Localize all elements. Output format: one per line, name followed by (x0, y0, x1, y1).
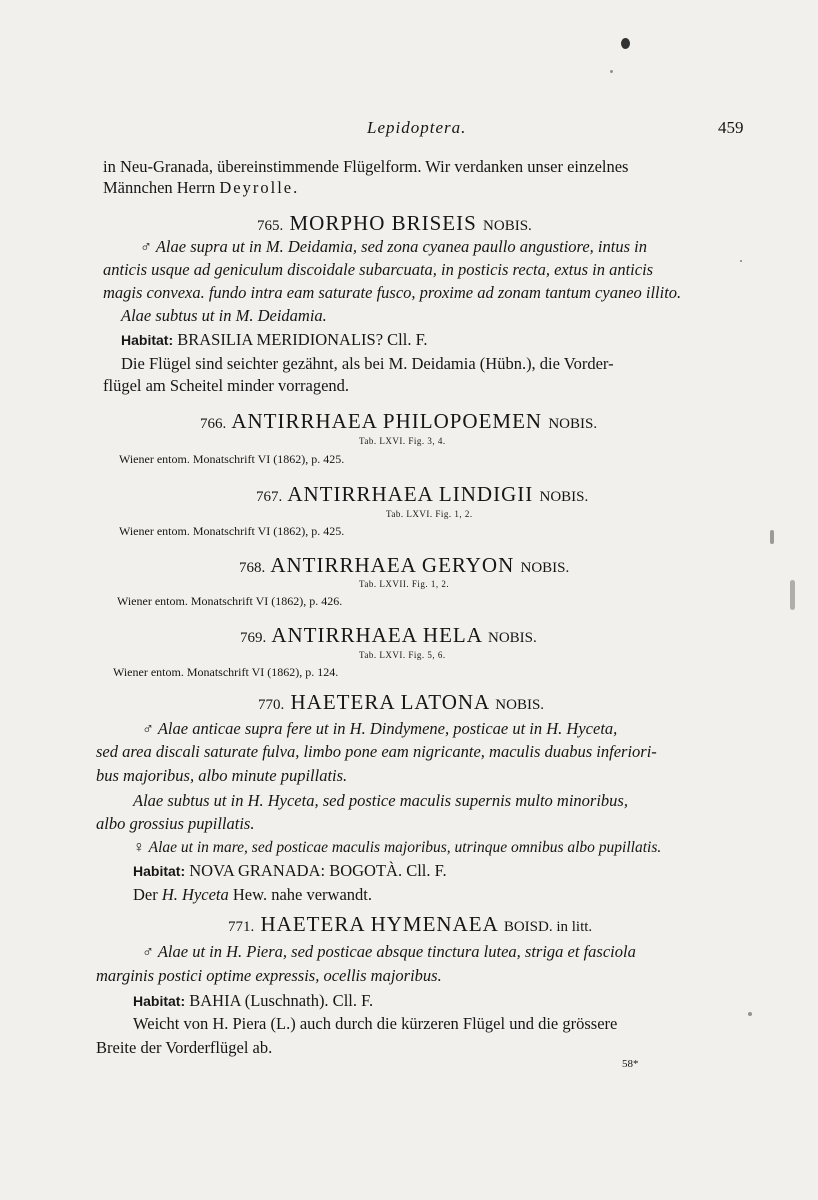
desc-text: Alae ut in H. Piera, sed posticae absque tinctura lutea, striga et fasciola (157, 942, 636, 961)
male-symbol: ♂ (140, 239, 152, 256)
desc-text: Alae ut in mare, sed posticae maculis majoribus, utrinque omnibus albo pupillatis. (148, 839, 662, 856)
ink-speck (748, 1012, 752, 1016)
entry-770-note (133, 885, 372, 905)
entry-771-desc-1 (142, 942, 636, 963)
entry-765-desc-3: magis convexa. fundo intra eam saturate fusco, proxime ad zonam tantum cyaneo illito. (103, 283, 682, 302)
entry-766-reference: Wiener entom. Monatschrift VI (1862), p. 425. (119, 452, 345, 466)
entry-770-desc-5: albo grossius pupillatis. (96, 814, 255, 833)
author: NOBIS. (539, 489, 589, 505)
entry-770-desc-2: sed area discali saturate fulva, limbo pone eam nigricante, maculis duabus inferiori- (96, 742, 657, 761)
female-symbol: ♀ (133, 839, 145, 856)
intro-line-1: in Neu-Granada, übereinstimmende Flügelform. Wir verdanken unser einzelnes (103, 157, 629, 176)
species-name: MORPHO BRISEIS (289, 211, 477, 235)
note-species: H. Hyceta (161, 885, 229, 904)
entry-769-plate: Tab. LXVI. Fig. 5, 6. (359, 650, 446, 660)
ink-speck (740, 260, 742, 262)
entry-770-female (133, 838, 661, 858)
entry-765-desc-2: anticis usque ad geniculum discoidale subarcuata, in posticis recta, extus in anticis (103, 260, 654, 279)
entry-769-reference: Wiener entom. Monatschrift VI (1862), p. 124. (113, 665, 339, 679)
desc-text: Alae anticae supra fere ut in H. Dindymene, posticae ut in H. Hyceta, (157, 719, 618, 738)
author: NOBIS. (483, 218, 532, 234)
ink-speck (790, 580, 795, 610)
entry-771-desc-2: marginis postici optime expressis, ocellis majoribus. (96, 966, 442, 985)
habitat-value: BRASILIA MERIDIONALIS? Cll. F. (177, 330, 428, 349)
entry-771-note-2: Breite der Vorderflügel ab. (96, 1038, 273, 1057)
species-name: HAETERA LATONA (290, 690, 490, 714)
entry-770-habitat (133, 861, 447, 881)
ink-speck (770, 530, 774, 544)
entry-770-desc-4: Alae subtus ut in H. Hyceta, sed postice maculis supernis multo minoribus, (133, 791, 628, 810)
entry-765-heading (257, 211, 532, 236)
habitat-label: Habitat: (133, 863, 186, 879)
ink-speck (621, 38, 630, 49)
intro-line-2 (103, 178, 299, 198)
species-name: ANTIRRHAEA GERYON (270, 553, 515, 577)
entry-number: 771. (228, 919, 255, 935)
ink-speck (610, 70, 613, 73)
male-symbol: ♂ (142, 721, 154, 738)
author: NOBIS. (548, 416, 598, 432)
entry-770-desc-3: bus majoribus, albo minute pupillatis. (96, 766, 348, 785)
habitat-label: Habitat: (121, 332, 174, 348)
page-number: 459 (718, 118, 744, 137)
entry-770-heading (258, 690, 544, 715)
species-name: ANTIRRHAEA HELA (271, 623, 482, 647)
author: BOISD. in litt. (503, 919, 593, 935)
entry-number: 769. (240, 630, 267, 646)
entry-765-habitat (121, 330, 428, 350)
entry-767-reference: Wiener entom. Monatschrift VI (1862), p. 425. (119, 524, 345, 538)
entry-767-heading (256, 482, 588, 507)
running-title: Lepidoptera. (367, 118, 467, 137)
intro-line-2-a: Männchen Herrn (103, 178, 220, 197)
note-text: Der (133, 885, 162, 904)
entry-771-note-1: Weicht von H. Piera (L.) auch durch die kürzeren Flügel und die grössere (133, 1014, 618, 1033)
note-text: Hew. nahe verwandt. (228, 885, 372, 904)
species-name: HAETERA HYMENAEA (260, 912, 498, 936)
entry-768-reference: Wiener entom. Monatschrift VI (1862), p. 426. (117, 594, 343, 608)
entry-number: 768. (239, 560, 266, 576)
male-symbol: ♂ (142, 944, 154, 961)
entry-765-desc-4: Alae subtus ut in M. Deidamia. (121, 306, 327, 325)
entry-769-heading (240, 623, 537, 648)
entry-number: 767. (256, 489, 283, 505)
intro-line-2-b: Deyrolle. (219, 178, 300, 197)
author: NOBIS. (520, 560, 570, 576)
entry-765-note-1: Die Flügel sind seichter gezähnt, als bei M. Deidamia (Hübn.), die Vorder- (121, 354, 614, 373)
author: NOBIS. (495, 697, 545, 713)
entry-766-heading (200, 409, 597, 434)
habitat-value: NOVA GRANADA: BOGOTÀ. Cll. F. (189, 861, 447, 880)
author: NOBIS. (488, 630, 537, 646)
entry-771-heading (228, 912, 592, 937)
printer-signature: 58* (622, 1058, 639, 1070)
entry-765-note-2: flügel am Scheitel minder vorragend. (103, 376, 350, 395)
entry-771-habitat (133, 991, 373, 1011)
entry-766-plate: Tab. LXVI. Fig. 3, 4. (359, 436, 446, 446)
entry-768-heading (239, 553, 569, 578)
habitat-label: Habitat: (133, 993, 186, 1009)
species-name: ANTIRRHAEA LINDIGII (287, 482, 534, 506)
entry-number: 765. (257, 218, 284, 234)
entry-765-desc-1 (140, 237, 647, 258)
entry-770-desc-1 (142, 719, 617, 740)
entry-number: 770. (258, 697, 285, 713)
entry-768-plate: Tab. LXVII. Fig. 1, 2. (359, 579, 450, 589)
desc-text: Alae supra ut in M. Deidamia, sed zona cyanea paullo angustiore, intus in (155, 237, 647, 256)
entry-number: 766. (200, 416, 227, 432)
habitat-value: BAHIA (Luschnath). Cll. F. (189, 991, 374, 1010)
species-name: ANTIRRHAEA PHILOPOEMEN (231, 409, 543, 433)
entry-767-plate: Tab. LXVI. Fig. 1, 2. (386, 509, 473, 519)
